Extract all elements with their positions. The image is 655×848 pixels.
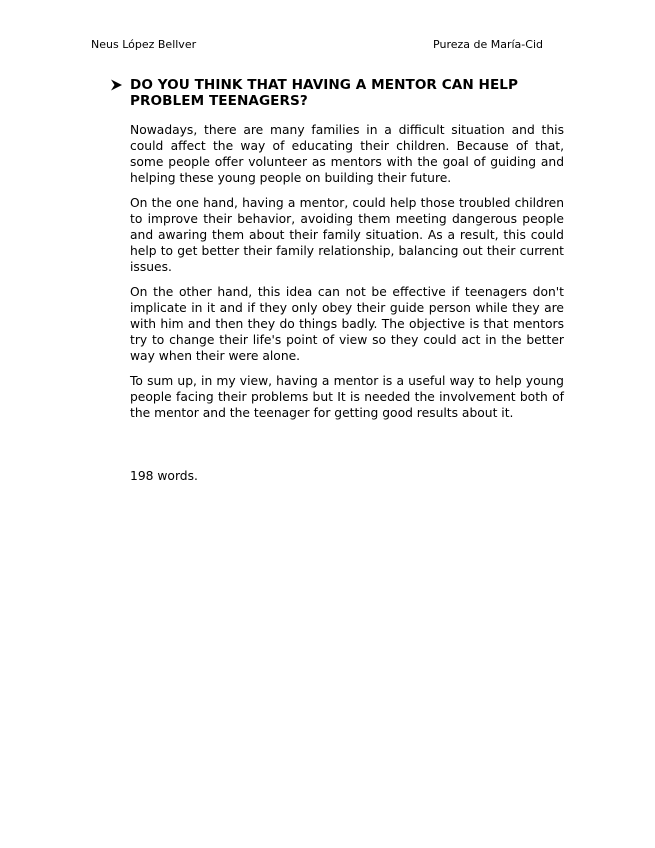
word-count: 198 words.: [130, 469, 198, 483]
essay-paragraph-pro: On the one hand, having a mentor, could help those troubled children to improve their behavior, avoiding them meeting dangerous people and awaring them about their family situation. As a result, this could help to get better their family relationship, balancing out their current issues.: [130, 196, 564, 274]
header-author-name: Neus López Bellver: [91, 38, 197, 51]
essay-paragraph-conclusion: To sum up, in my view, having a mentor is a useful way to help young people facing their problems but It is needed the involvement both of the mentor and the teenager for getting good results about it.: [130, 374, 564, 420]
essay-body: [130, 122, 564, 430]
header-school-name: Pureza de María-Cid: [433, 38, 543, 51]
arrowhead-bullet-icon: [110, 77, 124, 93]
essay-paragraph-intro: Nowadays, there are many families in a difficult situation and this could affect the way of educating their children. Because of that, some people offer volunteer as mentors with the goal of guiding and helping these young people on building their future.: [130, 123, 564, 185]
essay-title: DO YOU THINK THAT HAVING A MENTOR CAN HELP PROBLEM TEENAGERS?: [130, 77, 519, 109]
essay-paragraph-con: On the other hand, this idea can not be effective if teenagers don't implicate in it and if they only obey their guide person while they are with him and then they do things badly. The objective is that mentors try to change their life's point of view so they could act in the better way when their were alone.: [130, 285, 564, 363]
